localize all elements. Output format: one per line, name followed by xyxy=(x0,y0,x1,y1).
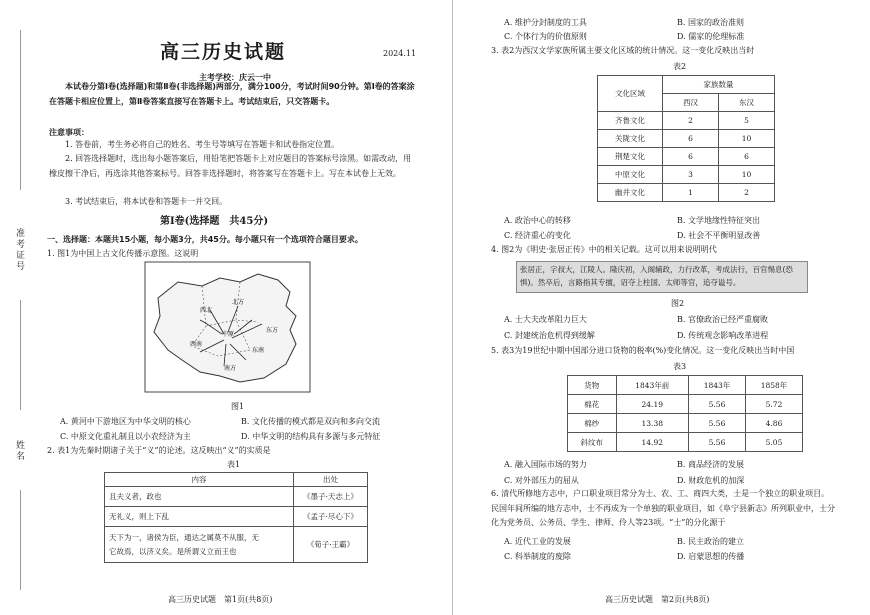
choice-instruction: 一、选择题：本题共15小题，每小题3分，共45分。每小题只有一个选项符合题目要求。 xyxy=(47,235,363,244)
table-2-header-west: 西汉 xyxy=(663,94,719,112)
q4-option-b[interactable]: B. 官僚政治已经严重腐败 xyxy=(677,315,768,324)
q5-option-c[interactable]: C. 对外部压力的屈从 xyxy=(504,476,579,485)
q4-option-d[interactable]: D. 传统观念影响改革进程 xyxy=(677,331,769,340)
culture-map xyxy=(140,260,315,395)
q1-option-c[interactable]: C. 中原文化重礼制且以小农经济为主 xyxy=(60,432,191,441)
table-2-row3-region: 荆楚文化 xyxy=(598,148,663,166)
q5-option-a[interactable]: A. 融入国际市场的努力 xyxy=(504,460,587,469)
table-3-row1-1843: 5.56 xyxy=(689,395,746,414)
figure-2-caption: 图2 xyxy=(671,299,685,308)
table-2-row2-west: 6 xyxy=(663,130,719,148)
table-1-row3-content xyxy=(105,527,294,563)
q5-option-b[interactable]: B. 商品经济的发展 xyxy=(677,460,744,469)
left-page-footer: 高三历史试题 第1页(共8页) xyxy=(168,595,273,604)
q1-option-b[interactable]: B. 文化传播的模式都是双向和多向交流 xyxy=(241,417,380,426)
table-1-header-content: 内容 xyxy=(105,473,294,487)
question-3: 3. 表2为西汉文学家族所属主要文化区域的统计情况。这一变化反映出当时 xyxy=(491,46,755,55)
table-3-row1-1858: 5.72 xyxy=(745,395,802,414)
table-2-row3-west: 6 xyxy=(663,148,719,166)
table-1-row3-line2: 它故焉，以济义矣。是所谓义立而王也 xyxy=(109,546,237,556)
table-3-header-item: 货物 xyxy=(568,376,617,395)
exam-date: 2024.11 xyxy=(383,49,417,58)
figure-2-text: 张居正，字叔大，江陵人。隆庆初，入阁辅政，力行改革，考成法行，百官惕息(恐惧)。然卒后，言路指其专擅，诏夺上柱国、太师等官，追夺谥号。 xyxy=(520,265,793,287)
q6-option-a[interactable]: A. 近代工业的发展 xyxy=(504,537,571,546)
q3-option-d[interactable]: D. 社会不平衡明显改善 xyxy=(677,231,761,240)
map-label-north: 北方 xyxy=(232,299,245,306)
table-3-row3-1843: 5.56 xyxy=(689,433,746,452)
question-2: 2. 表1为先秦时期诸子关于“义”的论述。这反映出“义”的实质是 xyxy=(47,446,271,455)
map-label-southeast: 东南 xyxy=(252,347,265,354)
map-label-south: 南方 xyxy=(224,365,237,372)
table-2-header-east: 东汉 xyxy=(719,94,775,112)
q6-option-c[interactable]: C. 科举制度的废除 xyxy=(504,552,571,561)
table-3-row3-item: 斜纹布 xyxy=(568,433,617,452)
q4-option-c[interactable]: C. 封建统治危机得到缓解 xyxy=(504,331,595,340)
table-1-row3-source: 《荀子·王霸》 xyxy=(294,527,368,563)
table-3-row1-item: 棉花 xyxy=(568,395,617,414)
exam-id-label: 准考证号 xyxy=(14,228,24,272)
question-6: 6. 清代所修地方志中，户口职业项目常分为士、农、工、商四大类，士是一个独立的职业项目。民国年间所编的地方志中，士不再成为一个单独的职业项目，如《阜宁县新志》所列职业中，士分化为党务员、公务员、学生、律师、伶人等23项。“士”的分化源于 xyxy=(491,489,835,527)
binding-line-top xyxy=(20,30,21,190)
note-2: 2. 回答选择题时，选出每小题答案后，用铅笔把答题卡上对应题目的答案标号涂黑。如需改动，用橡皮擦干净后，再选涂其他答案标号。回答非选择题时，将答案写在答题卡上。写在本试卷上无效。 xyxy=(49,154,412,178)
table-2-caption: 表2 xyxy=(673,62,687,71)
q3-option-c[interactable]: C. 经济重心的变化 xyxy=(504,231,571,240)
question-5: 5. 表3为19世纪中期中国部分进口货物的税率(%)变化情况。这一变化反映出当时中国 xyxy=(491,346,795,355)
table-2-row2-east: 10 xyxy=(719,130,775,148)
note-1: 1. 答卷前，考生务必将自己的姓名、考生号等填写在答题卡和试卷指定位置。 xyxy=(65,140,340,149)
table-3-row3-1858: 5.05 xyxy=(745,433,802,452)
q1-option-a[interactable]: A. 黄河中下游地区为中华文明的核心 xyxy=(60,417,191,426)
table-3-row2-before: 13.38 xyxy=(616,414,688,433)
binding-line-mid xyxy=(20,300,21,410)
question-1: 1. 图1为中国上古文化传播示意图。这说明 xyxy=(47,249,199,258)
q6-option-d[interactable]: D. 启蒙思想的传播 xyxy=(677,552,745,561)
figure-1-caption: 图1 xyxy=(231,402,245,411)
table-2-row1-region: 齐鲁文化 xyxy=(598,112,663,130)
map-label-southwest: 西南 xyxy=(190,341,203,348)
notes-title: 注意事项： xyxy=(49,128,89,137)
table-2-header-region: 文化区域 xyxy=(598,76,663,112)
table-3-row3-before: 14.92 xyxy=(616,433,688,452)
name-label: 姓名 xyxy=(14,440,24,462)
table-2-row4-east: 10 xyxy=(719,166,775,184)
q6-option-b[interactable]: B. 民主政治的建立 xyxy=(677,537,744,546)
table-1-header-source: 出处 xyxy=(294,473,368,487)
page-divider xyxy=(452,0,453,615)
table-2-row5-region: 幽并文化 xyxy=(598,184,663,202)
q4-option-a[interactable]: A. 士大夫改革阻力巨大 xyxy=(504,315,587,324)
host-school: 主考学校：庆云一中 xyxy=(199,73,271,82)
table-1-row2-source: 《孟子·尽心下》 xyxy=(294,507,368,527)
table-1-row2-content: 无礼义，则上下乱 xyxy=(105,507,294,527)
q2-option-d[interactable]: D. 儒家的伦理标准 xyxy=(677,32,745,41)
table-2-row4-region: 中原文化 xyxy=(598,166,663,184)
table-3-caption: 表3 xyxy=(673,362,687,371)
table-2-row5-west: 1 xyxy=(663,184,719,202)
table-3-header-1858: 1858年 xyxy=(745,376,802,395)
q2-option-c[interactable]: C. 个体行为的价值原则 xyxy=(504,32,587,41)
section-title: 第Ⅰ卷(选择题 共45分) xyxy=(160,216,269,227)
exam-title: 高三历史试题 xyxy=(160,41,287,63)
q5-option-d[interactable]: D. 财政危机的加深 xyxy=(677,476,745,485)
map-label-east: 东方 xyxy=(266,327,279,334)
table-2-row1-west: 2 xyxy=(663,112,719,130)
q2-option-b[interactable]: B. 国家的政治准则 xyxy=(677,18,744,27)
table-3-row1-before: 24.19 xyxy=(616,395,688,414)
table-3-header-before: 1843年前 xyxy=(616,376,688,395)
map-label-central: 中原 xyxy=(222,331,235,338)
table-2 xyxy=(597,75,775,202)
binding-line-bottom xyxy=(20,490,21,590)
q3-option-b[interactable]: B. 文学地缘性特征突出 xyxy=(677,216,760,225)
table-2-row4-west: 3 xyxy=(663,166,719,184)
table-2-header-count: 家族数量 xyxy=(663,76,775,94)
q1-option-d[interactable]: D. 中华文明的结构具有多源与多元特征 xyxy=(241,432,381,441)
question-4: 4. 图2为《明史·张居正传》中的相关记载。这可以用来说明明代 xyxy=(491,245,717,254)
right-page-footer: 高三历史试题 第2页(共8页) xyxy=(605,595,710,604)
table-2-row1-east: 5 xyxy=(719,112,775,130)
table-3 xyxy=(567,375,803,452)
note-3: 3. 考试结束后，将本试卷和答题卡一并交回。 xyxy=(65,197,228,206)
q2-option-a[interactable]: A. 维护分封制度的工具 xyxy=(504,18,587,27)
table-3-header-1843: 1843年 xyxy=(689,376,746,395)
table-1 xyxy=(104,472,368,563)
table-2-row2-region: 关陇文化 xyxy=(598,130,663,148)
q3-option-a[interactable]: A. 政治中心的转移 xyxy=(504,216,571,225)
exam-intro: 本试卷分第Ⅰ卷(选择题)和第Ⅱ卷(非选择题)两部分，满分100分，考试时间90分钟。第Ⅰ卷的答案涂在答题卡相应位置上，第Ⅱ卷答案直接写在答题卡上。考试结束后，只交答题卡。 xyxy=(49,82,415,106)
table-3-row2-item: 棉纱 xyxy=(568,414,617,433)
table-2-row5-east: 2 xyxy=(719,184,775,202)
table-3-row2-1858: 4.86 xyxy=(745,414,802,433)
table-1-caption: 表1 xyxy=(227,460,241,469)
table-3-row2-1843: 5.56 xyxy=(689,414,746,433)
table-1-row3-line1: 天下为一，诸侯为臣，通达之属莫不从服，无 xyxy=(109,532,259,542)
table-1-row1-source: 《墨子·天志上》 xyxy=(294,487,368,507)
table-1-row1-content: 且夫义者，政也 xyxy=(105,487,294,507)
map-label-northwest: 西北 xyxy=(200,307,213,314)
table-2-row3-east: 6 xyxy=(719,148,775,166)
